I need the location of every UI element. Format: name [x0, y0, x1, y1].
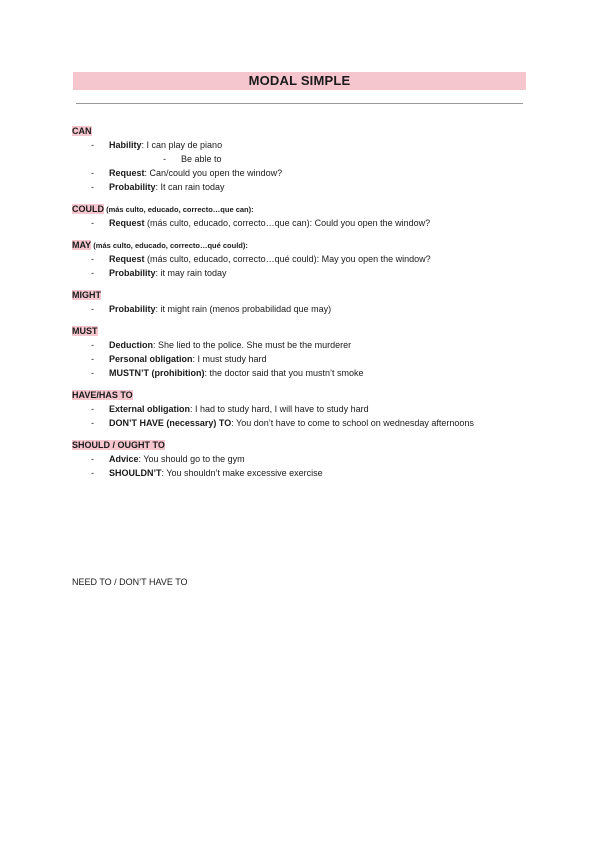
page-title: MODAL SIMPLE [73, 72, 526, 90]
list-item [72, 338, 532, 352]
section-must [72, 324, 532, 380]
item-label: SHOULDN’T [109, 468, 162, 478]
list-item [72, 266, 532, 280]
section-heading [72, 202, 532, 216]
item-label: Probability [109, 182, 156, 192]
list-item [72, 138, 532, 152]
section-heading [72, 288, 532, 302]
item-text [109, 416, 474, 430]
bullet-dash: - [91, 182, 94, 192]
bullet-dash: - [163, 154, 166, 164]
list-item [72, 416, 532, 430]
item-text [109, 180, 225, 194]
list-item [72, 452, 532, 466]
footer-text: NEED TO / DON’T HAVE TO [72, 577, 188, 587]
item-text [109, 166, 282, 180]
item-label: DON’T HAVE (necessary) TO [109, 418, 232, 428]
heading-highlight: MAY [72, 240, 92, 250]
item-text [109, 466, 323, 480]
section-heading [72, 388, 532, 402]
bullet-dash: - [91, 140, 94, 150]
item-description: : You should go to the gym [138, 454, 245, 464]
item-description: : it may rain today [155, 268, 227, 278]
item-label: Advice [109, 454, 139, 464]
item-text [109, 138, 222, 152]
item-description: : She lied to the police. She must be the murderer [153, 340, 352, 350]
bullet-dash: - [91, 468, 94, 478]
heading-highlight: MIGHT [72, 290, 101, 300]
item-text [109, 452, 245, 466]
heading-highlight: CAN [72, 126, 92, 136]
bullet-dash: - [91, 454, 94, 464]
item-description: : It can rain today [155, 182, 225, 192]
item-description: : I can play de piano [141, 140, 223, 150]
item-label: External obligation [109, 404, 191, 414]
item-description: : the doctor said that you mustn’t smoke [204, 368, 364, 378]
item-label: Personal obligation [109, 354, 193, 364]
list-item [72, 466, 532, 480]
item-label: MUSTN’T (prohibition) [109, 368, 205, 378]
item-description: (más culto, educado, correcto…qué could): May you open the window? [144, 254, 431, 264]
horizontal-divider [76, 103, 523, 104]
section-may [72, 238, 532, 280]
item-description: (más culto, educado, correcto…que can): Could you open the window? [144, 218, 431, 228]
item-text [109, 216, 430, 230]
section-heading [72, 238, 532, 252]
bullet-dash: - [91, 218, 94, 228]
item-description: : I had to study hard, I will have to study hard [190, 404, 369, 414]
list-item [72, 180, 532, 194]
list-item [72, 252, 532, 266]
item-text [109, 252, 431, 266]
list-item [72, 402, 532, 416]
heading-highlight: MUST [72, 326, 98, 336]
item-label: Probability [109, 304, 156, 314]
item-description: : You shouldn’t make excessive exercise [161, 468, 323, 478]
heading-note: (más culto, educado, correcto…qué could): [91, 241, 248, 250]
item-text [109, 302, 331, 316]
item-label: Hability [109, 140, 142, 150]
bullet-dash: - [91, 368, 94, 378]
section-heading [72, 324, 532, 338]
section-have-has-to [72, 388, 532, 430]
list-item [72, 216, 532, 230]
item-label: Probability [109, 268, 156, 278]
item-text [109, 366, 364, 380]
section-heading [72, 438, 532, 452]
item-text [109, 402, 369, 416]
section-might [72, 288, 532, 316]
list-item [72, 302, 532, 316]
section-could [72, 202, 532, 230]
bullet-dash: - [91, 168, 94, 178]
list-item [72, 166, 532, 180]
item-description: : I must study hard [192, 354, 267, 364]
section-heading [72, 124, 532, 138]
item-description: : it might rain (menos probabilidad que may) [155, 304, 332, 314]
item-description: : Can/could you open the window? [144, 168, 283, 178]
document-body [72, 124, 532, 488]
item-description: : You don’t have to come to school on wednesday afternoons [231, 418, 474, 428]
list-item [72, 352, 532, 366]
item-description: Be able to [181, 154, 222, 164]
item-text [109, 338, 351, 352]
bullet-dash: - [91, 418, 94, 428]
item-label: Deduction [109, 340, 153, 350]
bullet-dash: - [91, 254, 94, 264]
item-label: Request [109, 218, 145, 228]
bullet-dash: - [91, 354, 94, 364]
heading-note: (más culto, educado, correcto…que can): [104, 205, 254, 214]
section-should-ought-to [72, 438, 532, 480]
item-text [109, 352, 267, 366]
bullet-dash: - [91, 268, 94, 278]
section-can [72, 124, 532, 194]
heading-highlight: HAVE/HAS TO [72, 390, 133, 400]
item-label: Request [109, 168, 145, 178]
bullet-dash: - [91, 404, 94, 414]
heading-highlight: COULD [72, 204, 104, 214]
item-text [181, 152, 222, 166]
bullet-dash: - [91, 340, 94, 350]
item-label: Request [109, 254, 145, 264]
list-item [72, 366, 532, 380]
item-text [109, 266, 227, 280]
heading-highlight: SHOULD / OUGHT TO [72, 440, 165, 450]
list-sub-item [72, 152, 532, 166]
bullet-dash: - [91, 304, 94, 314]
